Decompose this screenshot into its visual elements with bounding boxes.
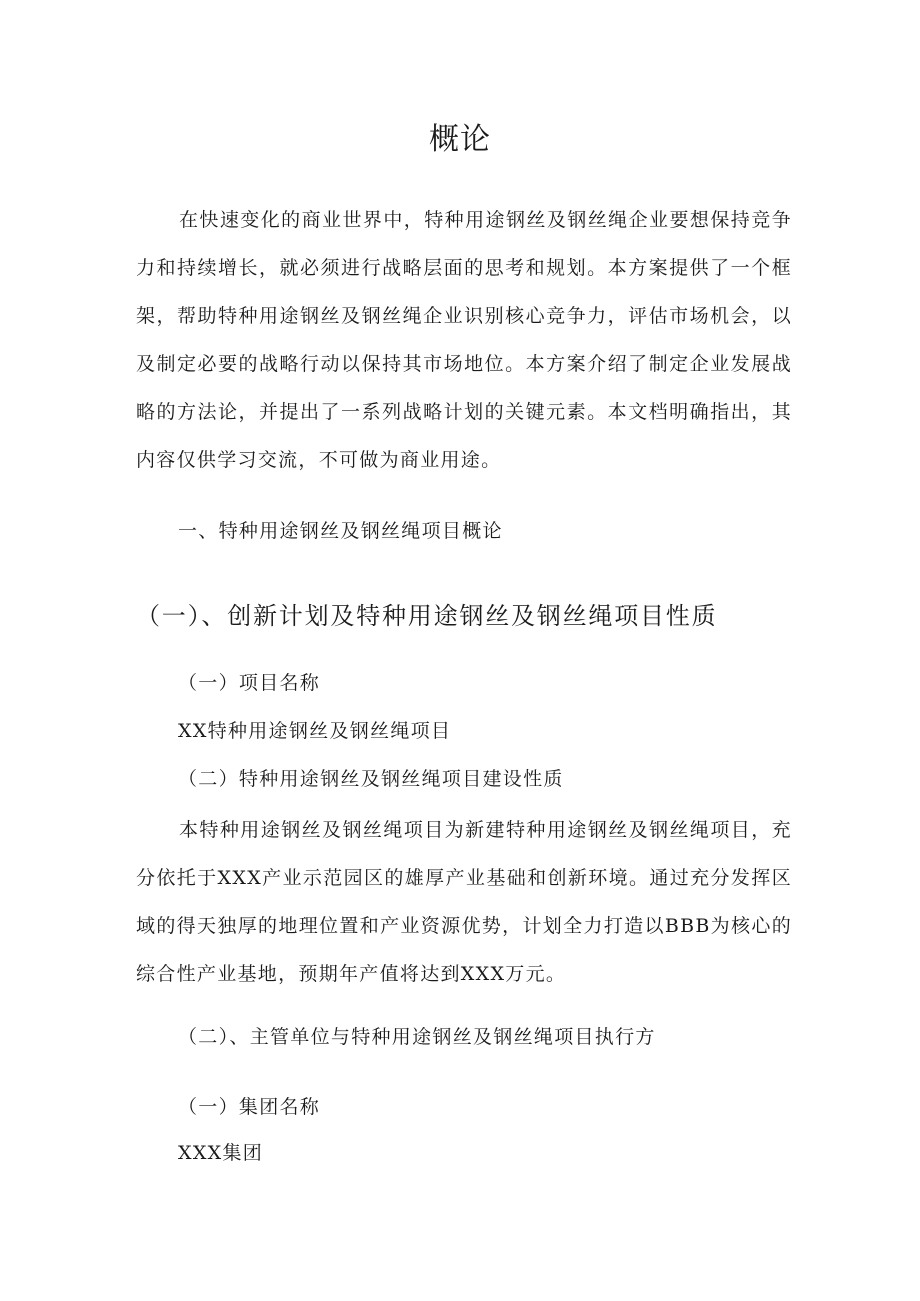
item-label-project-name: （一）项目名称 <box>178 672 321 694</box>
group-name-value: XXX集团 <box>178 1142 264 1164</box>
item-label-construction-nature: （二）特种用途钢丝及钢丝绳项目建设性质 <box>178 768 564 790</box>
construction-nature-paragraph: 本特种用途钢丝及钢丝绳项目为新建特种用途钢丝及钢丝绳项目，充分依托于XXX产业示范园区的雄厚产业基础和创新环境。通过充分发挥区域的得天独厚的地理位置和产业资源优势，计划全力打造以BBB为核心的综合性产业基地，预期年产值将达到XXX万元。 <box>136 819 792 985</box>
subsection-heading-2: （二）、主管单位与特种用途钢丝及钢丝绳项目执行方 <box>178 1026 656 1048</box>
subsection-heading: （一）、创新计划及特种用途钢丝及钢丝绳项目性质 <box>136 602 718 630</box>
item-label-group-name: （一）集团名称 <box>178 1096 321 1118</box>
page-title: 概论 <box>429 122 491 157</box>
intro-paragraph: 在快速变化的商业世界中，特种用途钢丝及钢丝绳企业要想保持竞争力和持续增长，就必须进行战略层面的思考和规划。本方案提供了一个框架，帮助特种用途钢丝及钢丝绳企业识别核心竞争力，评估市场机会，以及制定必要的战略行动以保持其市场地位。本方案介绍了制定企业发展战略的方法论，并提出了一系列战略计划的关键元素。本文档明确指出，其内容仅供学习交流，不可做为商业用途。 <box>136 209 792 471</box>
section-heading: 一、特种用途钢丝及钢丝绳项目概论 <box>178 520 503 542</box>
project-name-value: XX特种用途钢丝及钢丝绳项目 <box>178 720 452 742</box>
